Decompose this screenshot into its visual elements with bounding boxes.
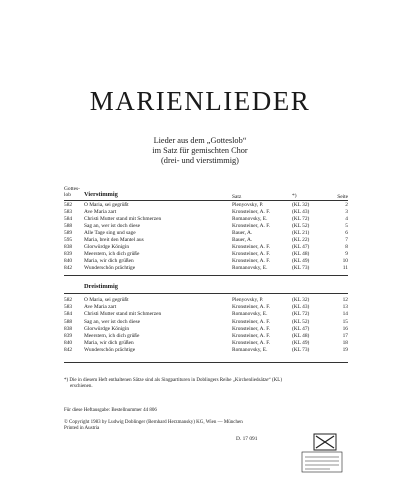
song-kl-number: (KL 72) — [292, 216, 310, 222]
song-page: 5 — [345, 223, 348, 229]
song-kl-number: (KL 52) — [292, 223, 310, 229]
song-number: 582 — [64, 297, 73, 303]
song-number: 583 — [64, 209, 73, 215]
song-number: 584 — [64, 216, 73, 222]
section-heading-dreistimmig: Dreistimmig — [84, 283, 118, 290]
song-title: Wunderschön prächtige — [84, 347, 136, 354]
song-page: 2 — [345, 202, 348, 208]
table-row — [0, 209, 400, 216]
song-title: Glorwürdge Königin — [84, 325, 130, 332]
song-number: 582 — [64, 202, 73, 208]
song-number: 838 — [64, 244, 73, 250]
table-row — [0, 251, 400, 258]
song-number: 588 — [64, 223, 73, 229]
song-page: 18 — [342, 340, 348, 347]
song-kl-number: (KL 32) — [292, 202, 310, 208]
song-page: 12 — [342, 297, 348, 303]
song-page: 4 — [345, 216, 348, 222]
song-title: Christi Mutter stand mit Schmerzen — [84, 216, 162, 222]
song-kl-number: (KL 52) — [292, 318, 310, 325]
song-kl-number: (KL 48) — [292, 251, 310, 257]
song-page: 17 — [342, 333, 348, 339]
song-composer: Bauer, A. — [232, 237, 253, 243]
song-title: Meerstern, ich dich grüße — [84, 251, 140, 257]
song-number: 588 — [64, 318, 73, 325]
song-number: 842 — [64, 265, 73, 271]
song-page: 6 — [345, 230, 348, 236]
song-number: 589 — [64, 230, 73, 236]
seite-header: Seite — [337, 194, 348, 200]
song-composer: Plenyovsky, P. — [232, 297, 264, 303]
song-title: Maria, wir dich grüßen — [84, 340, 134, 347]
no-copy-logo-icon — [300, 432, 344, 474]
table-row — [0, 340, 400, 347]
catalog-number: D. 17 091 — [236, 436, 258, 442]
page-title: MARIENLIEDER — [89, 86, 311, 116]
song-composer: Romanovsky, E. — [232, 311, 268, 318]
table-row — [0, 347, 400, 354]
marker-header: *) — [292, 193, 297, 199]
song-page: 14 — [342, 311, 348, 318]
song-page: 15 — [342, 318, 348, 325]
song-title: Glorwürdge Königin — [84, 244, 130, 250]
song-page: 3 — [345, 209, 348, 215]
song-page: 8 — [345, 244, 348, 250]
table-rule-middle — [64, 275, 348, 276]
table-row — [0, 311, 400, 318]
song-number: 584 — [64, 311, 73, 318]
song-composer: Kronsteiner, A. F. — [232, 209, 271, 215]
song-title: Christi Mutter stand mit Schmerzen — [84, 311, 162, 318]
song-title: Ave Maria zart — [84, 209, 117, 215]
song-number: 583 — [64, 304, 73, 311]
song-number: 595 — [64, 237, 73, 243]
song-title: Alle Tage sing und sage — [84, 230, 136, 236]
song-composer: Kronsteiner, A. F. — [232, 333, 271, 339]
satz-header: Satz — [232, 194, 242, 200]
table-row — [0, 326, 400, 333]
song-composer: Kronsteiner, A. F. — [232, 325, 271, 332]
song-title: Ave Maria zart — [84, 304, 117, 311]
footnote-line-2: erschienen. — [70, 384, 93, 389]
gotteslob-header-2: lob — [64, 192, 71, 198]
song-kl-number: (KL 32) — [292, 297, 310, 303]
song-number: 840 — [64, 258, 73, 264]
copyright-line: © Copyright 1983 by Ludwig Doblinger (Bernhard Herzmansky) KG, Wien — München — [64, 420, 243, 425]
table-row — [0, 258, 400, 265]
song-title: Maria, breit den Mantel aus — [84, 237, 144, 243]
song-composer: Kronsteiner, A. F. — [232, 340, 271, 347]
song-composer: Bauer, A. — [232, 230, 253, 236]
song-page: 13 — [342, 304, 348, 311]
song-number: 838 — [64, 325, 73, 332]
table-row — [0, 216, 400, 223]
song-kl-number: (KL 73) — [292, 265, 310, 271]
table-row — [0, 304, 400, 311]
song-composer: Romanovsky, E. — [232, 347, 268, 354]
song-kl-number: (KL 21) — [292, 230, 310, 236]
song-kl-number: (KL 47) — [292, 244, 310, 250]
song-kl-number: (KL 49) — [292, 258, 310, 264]
song-kl-number: (KL 48) — [292, 333, 310, 339]
song-kl-number: (KL 72) — [292, 311, 310, 318]
song-page: 16 — [342, 325, 348, 332]
song-kl-number: (KL 47) — [292, 325, 310, 332]
song-composer: Kronsteiner, A. F. — [232, 251, 271, 257]
song-composer: Romanovsky, E. — [232, 265, 268, 271]
table-row — [0, 265, 400, 272]
table-row — [0, 223, 400, 230]
no-copy-logo — [300, 432, 344, 474]
song-kl-number: (KL 43) — [292, 209, 310, 215]
table-rule-drei — [64, 293, 348, 294]
song-composer: Kronsteiner, A. F. — [232, 244, 271, 250]
table-row — [0, 202, 400, 209]
song-title: O Maria, sei gegrüßt — [84, 297, 129, 303]
song-number: 842 — [64, 347, 73, 354]
song-composer: Kronsteiner, A. F. — [232, 223, 271, 229]
song-composer: Kronsteiner, A. F. — [232, 258, 271, 264]
song-title: Maria, wir dich grüßen — [84, 258, 134, 264]
song-page: 19 — [342, 347, 348, 354]
subtitle-line-1: Lieder aus dem „Gotteslob“ — [153, 136, 247, 145]
song-kl-number: (KL 22) — [292, 237, 310, 243]
song-title: Wunderschön prächtige — [84, 265, 136, 271]
subtitle-line-2: im Satz für gemischten Chor — [152, 146, 248, 155]
song-kl-number: (KL 73) — [292, 347, 310, 354]
song-page: 9 — [345, 251, 348, 257]
song-page: 11 — [342, 265, 348, 271]
table-row — [0, 297, 400, 304]
song-page: 10 — [342, 258, 348, 264]
song-kl-number: (KL 43) — [292, 304, 310, 311]
table-rule-top — [64, 200, 348, 201]
song-composer: Romanovsky, E. — [232, 216, 268, 222]
table-row — [0, 244, 400, 251]
printed-in: Printed in Austria — [64, 426, 100, 431]
table-row — [0, 230, 400, 237]
song-number: 839 — [64, 333, 73, 339]
gotteslob-header-1: Gottes- — [64, 186, 80, 192]
table-row — [0, 333, 400, 340]
song-title: Meerstern, ich dich grüße — [84, 333, 140, 339]
section-heading-vierstimmig: Vierstimmig — [84, 191, 118, 198]
song-page: 7 — [345, 237, 348, 243]
table-row — [0, 237, 400, 244]
song-number: 840 — [64, 340, 73, 347]
song-composer: Kronsteiner, A. F. — [232, 304, 271, 311]
song-composer: Kronsteiner, A. F. — [232, 318, 271, 325]
song-title: Sag an, wer ist doch diese — [84, 223, 140, 229]
table-rule-bottom — [64, 362, 348, 363]
song-number: 839 — [64, 251, 73, 257]
table-row — [0, 319, 400, 326]
song-title: O Maria, sei gegrüßt — [84, 202, 129, 208]
order-number: Für diese Heftausgabe: Bestellnummer 44 806 — [64, 408, 157, 413]
song-composer: Plenyovsky, P. — [232, 202, 264, 208]
song-title: Sag an, wer ist doch diese — [84, 318, 140, 325]
footnote-line-1: *) Die in diesem Heft enthaltenen Sätze sind als Singpartituren in Doblingers Reihe „Kirchenliedsätze“ (KL) — [64, 378, 282, 383]
song-kl-number: (KL 49) — [292, 340, 310, 347]
subtitle-line-3: (drei- und vierstimmig) — [161, 156, 239, 165]
